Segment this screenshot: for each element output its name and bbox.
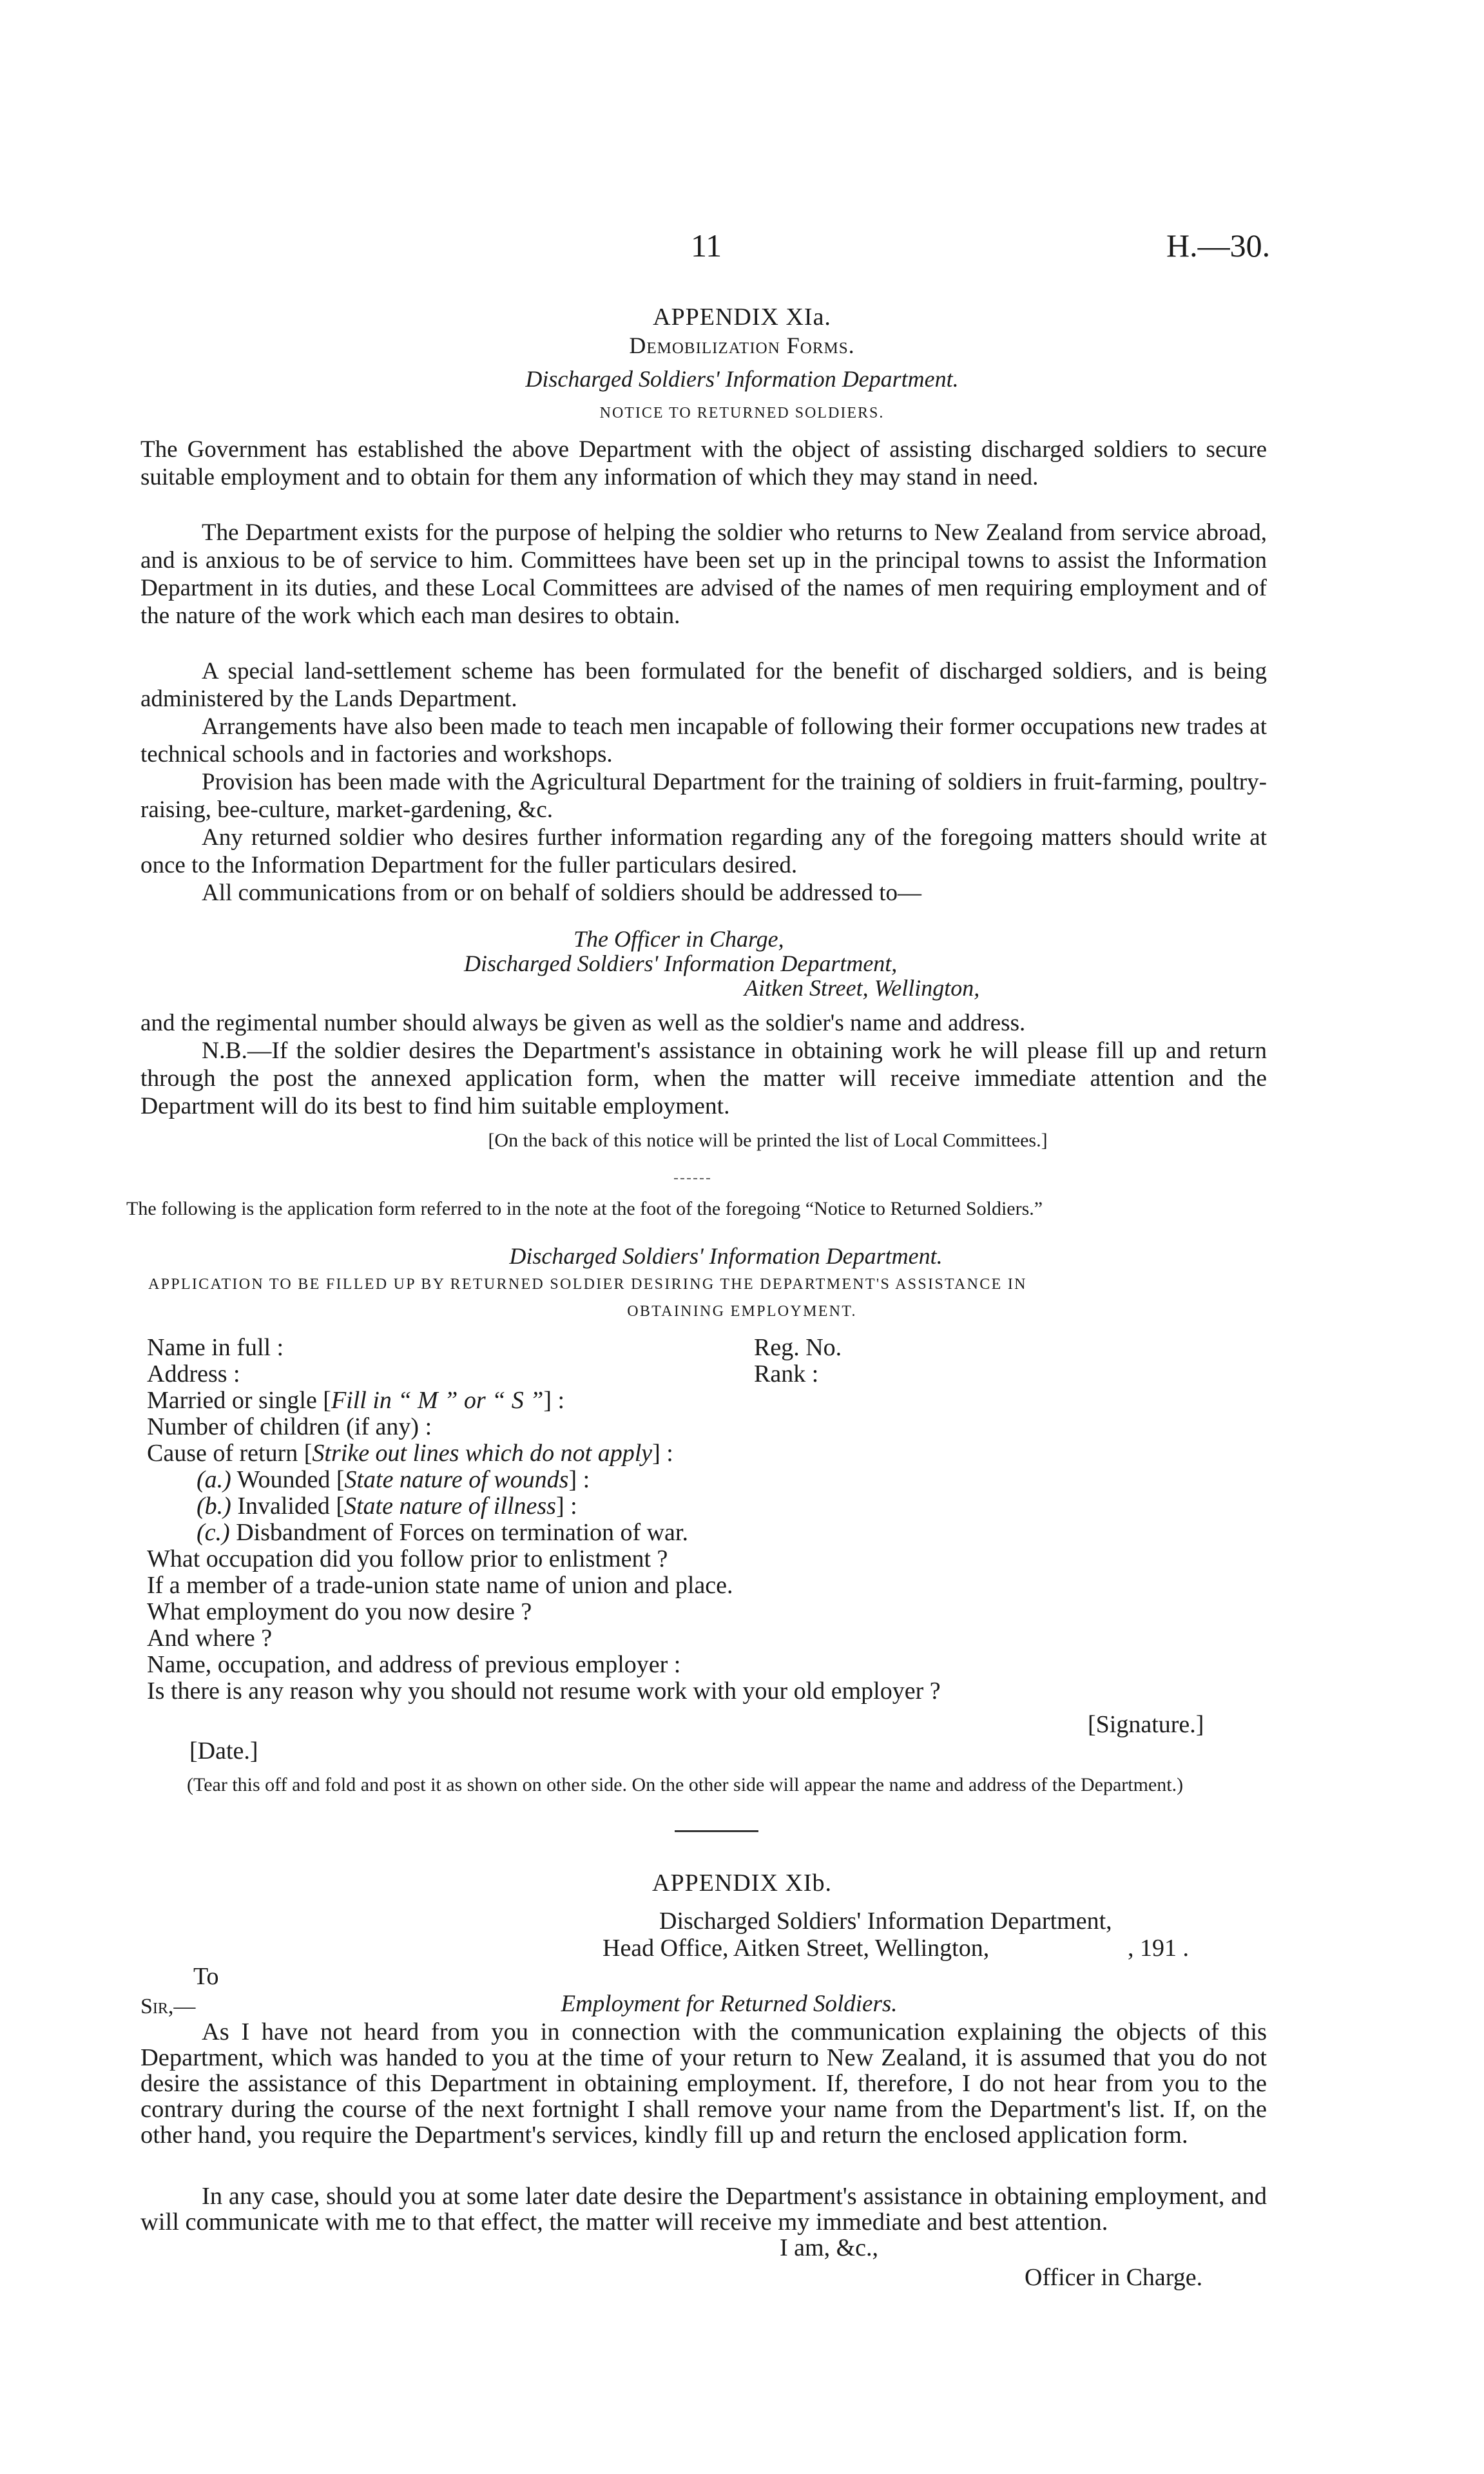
field-number-of-children: Number of children (if any) : bbox=[147, 1413, 432, 1440]
field-cause-of-return: Cause of return [Strike out lines which do not apply] : bbox=[147, 1440, 673, 1467]
question-where: And where ? bbox=[147, 1625, 273, 1652]
letter-paragraph-1: As I have not heard from you in connection with the communication explaining the objects of this Department, which was handed to you at the time of your return to New Zealand, it is assumed that you do not desire the assistance of this Department in obtaining employment. If, therefore, I do not hear from you to the contrary during the course of the next fortnight I shall remove your name from the Department's list. If, on the other hand, you require the Department's services, kindly fill up and return the enclosed application form. bbox=[140, 2018, 1267, 2149]
field-address: Address : bbox=[147, 1360, 240, 1387]
address-line-2: Discharged Soldiers' Information Department, bbox=[464, 951, 898, 976]
letter-salutation: Sir,— bbox=[140, 1995, 196, 2018]
letter-address-line-1: Discharged Soldiers' Information Department, bbox=[659, 1908, 1112, 1935]
cause-option-invalided: (b.) Invalided [State nature of illness] : bbox=[197, 1493, 577, 1520]
notice-paragraph-5: Provision has been made with the Agricultural Department for the training of soldiers in fruit-farming, poultry-raising, bee-culture, market-gardening, &c. bbox=[140, 769, 1267, 823]
form-intro: The following is the application form referred to in the note at the foot of the foregoing “Notice to Returned Soldiers.” bbox=[126, 1198, 1043, 1219]
letter-subject: Employment for Returned Soldiers. bbox=[561, 1991, 898, 2017]
address-line-1: The Officer in Charge, bbox=[573, 926, 784, 952]
back-note: [On the back of this notice will be printed the list of Local Committees.] bbox=[488, 1130, 1048, 1151]
notice-title: NOTICE TO RETURNED SOLDIERS. bbox=[599, 405, 885, 421]
signature-label: [Signature.] bbox=[1088, 1711, 1204, 1738]
letter-paragraph-2: In any case, should you at some later date desire the Department's assistance in obtaining employment, and will communicate with me to that effect, the matter will receive my immediate and best attention. bbox=[140, 2183, 1267, 2236]
appendix-a-title: APPENDIX XIa. bbox=[653, 304, 831, 331]
notice-paragraph-2: The Department exists for the purpose of helping the soldier who returns to New Zealand from service abroad, and is anxious to be of service to him. Committees have been set up in the principal towns to assist the Information Department in its duties, and these Local Committees are advised of the names of men requiring employment and of the nature of the work which each man desires to obtain. bbox=[140, 519, 1267, 629]
tear-off-note: (Tear this off and fold and post it as shown on other side. On the other side will appear the name and address of the Department.) bbox=[187, 1774, 1184, 1795]
after-address-text: and the regimental number should always be given as well as the soldier's name and address. bbox=[140, 1010, 1026, 1036]
cause-option-disbandment: (c.) Disbandment of Forces on termination of war. bbox=[197, 1519, 688, 1546]
appendix-b-title: APPENDIX XIb. bbox=[652, 1870, 832, 1897]
field-married-or-single: Married or single [Fill in “ M ” or “ S ”] : bbox=[147, 1387, 565, 1414]
appendix-a-department: Discharged Soldiers' Information Department. bbox=[525, 366, 959, 392]
notice-paragraph-6: Any returned soldier who desires further information regarding any of the foregoing matters should write at once to the Information Department for the fuller particulars desired. bbox=[140, 824, 1267, 878]
document-reference: H.—30. bbox=[1166, 227, 1271, 264]
letter-address-line-2: Head Office, Aitken Street, Wellington, bbox=[602, 1935, 990, 1962]
notice-paragraph-1: The Government has established the above Department with the object of assisting discharged soldiers to secure suitable employment and to obtain for them any information of which they may stand in need. bbox=[140, 436, 1267, 490]
notice-paragraph-4: Arrangements have also been made to teach men incapable of following their former occupations new trades at technical schools and in factories and workshops. bbox=[140, 713, 1267, 768]
field-name-in-full: Name in full : bbox=[147, 1334, 284, 1361]
question-employment-desired: What employment do you now desire ? bbox=[147, 1598, 532, 1625]
field-reg-no: Reg. No. bbox=[754, 1334, 842, 1361]
appendix-a-subtitle: Demobilization Forms. bbox=[629, 333, 855, 358]
field-rank: Rank : bbox=[754, 1360, 819, 1387]
letter-signoff: Officer in Charge. bbox=[1025, 2264, 1203, 2291]
notice-paragraph-7: All communications from or on behalf of soldiers should be addressed to— bbox=[202, 880, 921, 906]
form-heading-line-1: APPLICATION TO BE FILLED UP BY RETURNED SOLDIER DESIRING THE DEPARTMENT'S ASSISTANCE IN bbox=[148, 1276, 1027, 1293]
cause-option-wounded: (a.) Wounded [State nature of wounds] : bbox=[197, 1466, 590, 1493]
section-divider bbox=[675, 1830, 758, 1832]
letter-date-year: , 191 . bbox=[1128, 1935, 1189, 1962]
address-line-3: Aitken Street, Wellington, bbox=[744, 975, 980, 1001]
form-heading-line-2: OBTAINING EMPLOYMENT. bbox=[627, 1303, 857, 1320]
question-prior-occupation: What occupation did you follow prior to enlistment ? bbox=[147, 1545, 668, 1572]
notice-paragraph-3: A special land-settlement scheme has been formulated for the benefit of discharged soldiers, and is being administered by the Lands Department. bbox=[140, 658, 1267, 712]
date-label: [Date.] bbox=[189, 1737, 258, 1764]
form-department: Discharged Soldiers' Information Department. bbox=[509, 1243, 943, 1269]
nb-paragraph: N.B.—If the soldier desires the Department's assistance in obtaining work he will please fill up and return through the post the annexed application form, when the matter will receive immediate attention and the Department will do its best to find him suitable employment. bbox=[140, 1038, 1267, 1119]
page-number: 11 bbox=[691, 227, 722, 264]
letter-to: To bbox=[193, 1963, 219, 1990]
question-trade-union: If a member of a trade-union state name of union and place. bbox=[147, 1572, 733, 1599]
letter-closing: I am, &c., bbox=[780, 2234, 879, 2261]
question-resume-work: Is there is any reason why you should not resume work with your old employer ? bbox=[147, 1677, 941, 1705]
section-divider-small bbox=[674, 1178, 710, 1179]
question-previous-employer: Name, occupation, and address of previous employer : bbox=[147, 1651, 681, 1678]
